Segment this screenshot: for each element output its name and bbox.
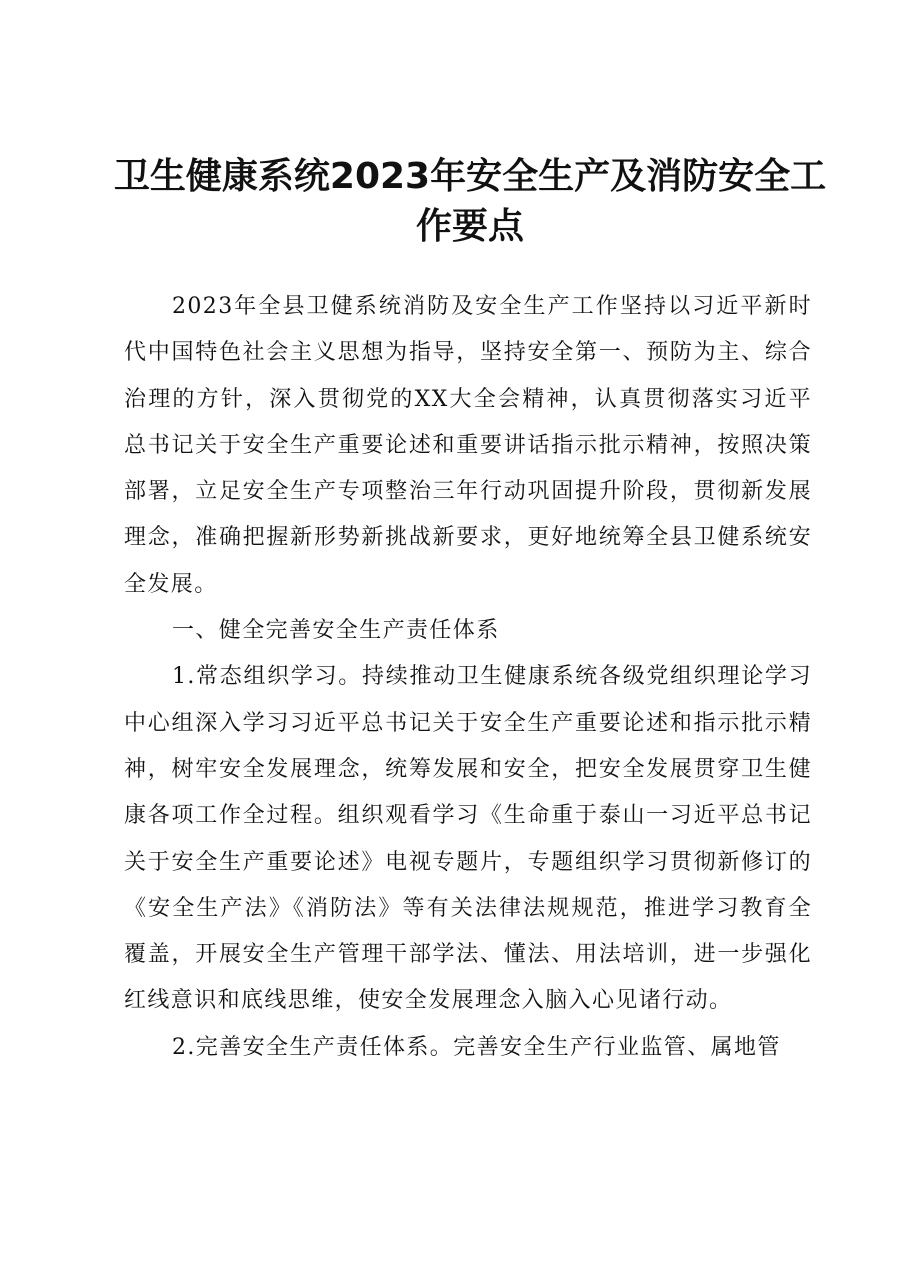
- section-heading-1: 一、健全完善安全生产责任体系: [172, 618, 500, 644]
- document-title: 卫生健康系统2023年安全生产及消防安全工作要点: [113, 156, 827, 247]
- paragraph-item-1: 1.常态组织学习。持续推动卫生健康系统各级党组织理论学习中心组深入学习习近平总书记关于安全生产重要论述和指示批示精神，树牢安全发展理念，统筹发展和安全，把安全发展贯穿卫生健康各项工作全过程。组织观看学习《生命重于泰山一习近平总书记关于安全生产重要论述》电视专题片，专题组织学习贯彻新修订的《安全生产法》《消防法》等有关法律法规规范，推进学习教育全覆盖，开展安全生产管理干部学法、懂法、用法培训，进一步强化红线意识和底线思维，使安全发展理念入脑入心见诸行动。: [124, 664, 812, 1014]
- paragraph-item-2: 2.完善安全生产责任体系。完善安全生产行业监管、属地管: [172, 1034, 781, 1060]
- document-body: [124, 284, 812, 1071]
- paragraph-intro: 2023年全县卫健系统消防及安全生产工作坚持以习近平新时代中国特色社会主义思想为指导，坚持安全第一、预防为主、综合治理的方针，深入贯彻党的XX大全会精神，认真贯彻落实习近平总书记关于安全生产重要论述和重要讲话指示批示精神，按照决策部署，立足安全生产专项整治三年行动巩固提升阶段，贯彻新发展理念，准确把握新形势新挑战新要求，更好地统筹全县卫健系统安全发展。: [124, 294, 812, 597]
